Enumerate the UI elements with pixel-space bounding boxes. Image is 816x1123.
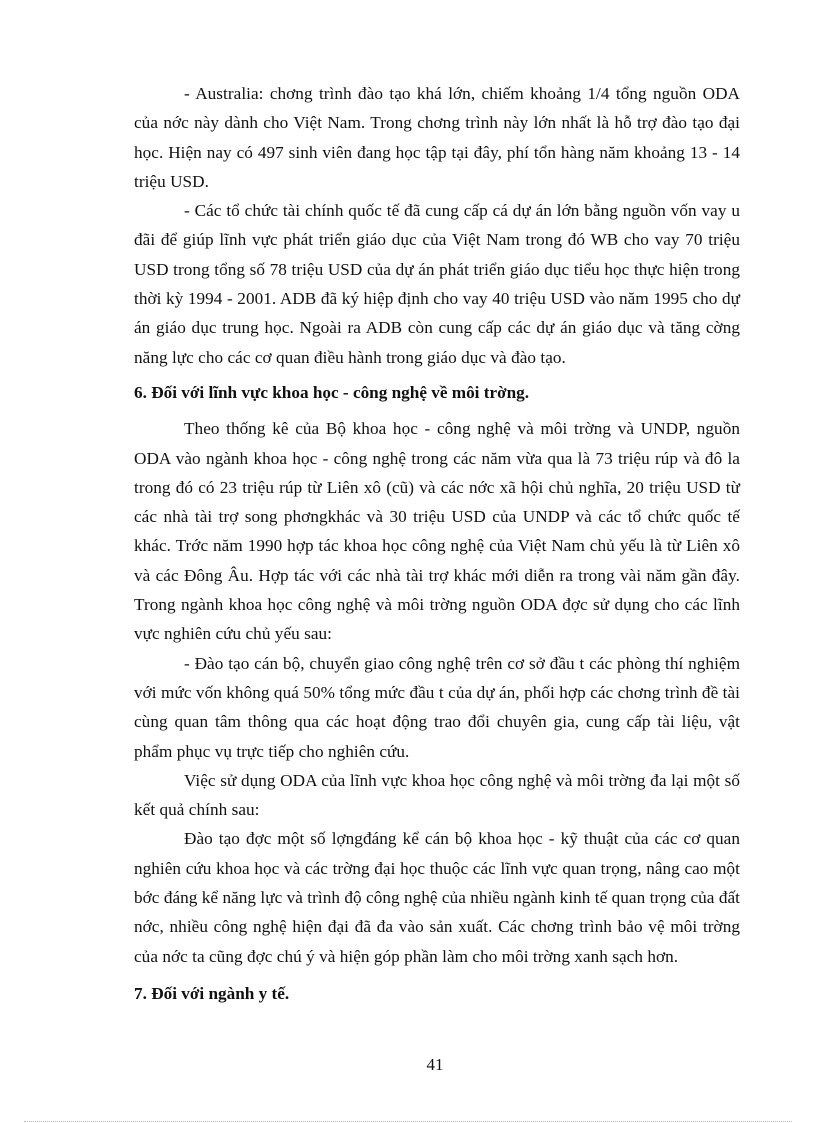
section-heading-6: 6. Đối với lĩnh vực khoa học - công nghệ về môi trờng. xyxy=(134,382,530,402)
page-bottom-divider xyxy=(24,1121,792,1122)
section-heading-7: 7. Đối với ngành y tế. xyxy=(134,983,290,1003)
page-body xyxy=(134,79,740,1015)
page-number: 41 xyxy=(426,1055,444,1074)
paragraph-international-finance: - Các tổ chức tài chính quốc tế đã cung cấp cá dự án lớn bằng nguồn vốn vay u đãi để giúp lĩnh vực phát triển giáo dục của Việt Nam trong đó WB cho vay 70 triệu USD trong tổng số 78 triệu USD của dự án phát triển giáo dục tiểu học thực hiện trong thời kỳ 1994 - 2001. ADB đã ký hiệp định cho vay 40 triệu USD vào năm 1995 cho dự án giáo dục trung học. Ngoài ra ADB còn cung cấp các dự án giáo dục và tăng cờng năng lực cho các cơ quan điều hành trong giáo dục và đào tạo. xyxy=(134,201,740,367)
paragraph-australia: - Australia: chơng trình đào tạo khá lớn, chiếm khoảng 1/4 tổng nguồn ODA của nớc này dành cho Việt Nam. Trong chơng trình này lớn nhất là hỗ trợ đào tạo đại học. Hiện nay có 497 sinh viên đang học tập tại đây, phí tổn hàng năm khoảng 13 - 14 triệu USD. xyxy=(134,84,740,191)
paragraph-statistics: Theo thống kê của Bộ khoa học - công nghệ và môi trờng và UNDP, nguồn ODA vào ngành khoa học - công nghệ trong các năm vừa qua là 73 triệu rúp và đô la trong đó có 23 triệu rúp từ Liên xô (cũ) và các nớc xã hội chủ nghĩa, 20 triệu USD từ các nhà tài trợ song phơngkhác và 30 triệu USD của UNDP và các tổ chức quốc tế khác. Trớc năm 1990 hợp tác khoa học công nghệ của Việt Nam chủ yếu là từ Liên xô và các Đông Âu. Hợp tác với các nhà tài trợ khác mới diễn ra trong vài năm gần đây. Trong ngành khoa học công nghệ và môi trờng nguồn ODA đợc sử dụng cho các lĩnh vực nghiên cứu chủ yếu sau: xyxy=(134,419,740,644)
paragraph-results: Đào tạo đợc một số lợngđáng kể cán bộ khoa học - kỹ thuật của các cơ quan nghiên cứu khoa học và các trờng đại học thuộc các lĩnh vực quan trọng, nâng cao một bớc đáng kể năng lực và trình độ công nghệ của nhiều ngành kinh tế quan trọng của đất nớc, nhiều công nghệ hiện đại đã đa vào sản xuất. Các chơng trình bảo vệ môi trờng của nớc ta cũng đợc chú ý và hiện góp phần làm cho môi trờng xanh sạch hơn. xyxy=(134,829,740,966)
paragraph-results-intro: Việc sử dụng ODA của lĩnh vực khoa học công nghệ và môi trờng đa lại một số kết quả chính sau: xyxy=(134,770,740,820)
paragraph-training: - Đào tạo cán bộ, chuyển giao công nghệ trên cơ sở đầu t các phòng thí nghiệm với mức vốn không quá 50% tổng mức đầu t của dự án, phối hợp các chơng trình đề tài cùng quan tâm thông qua các hoạt động trao đổi chuyên gia, cung cấp tài liệu, vật phẩm phục vụ trực tiếp cho nghiên cứu. xyxy=(134,653,740,761)
